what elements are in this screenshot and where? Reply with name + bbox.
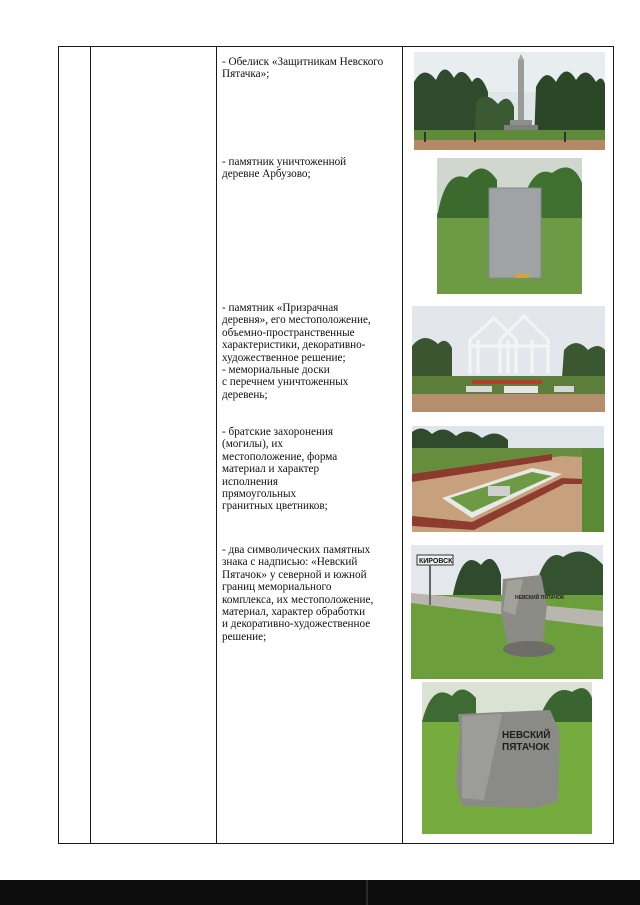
table-left-border (58, 46, 59, 844)
ghost-village-photo (412, 306, 605, 412)
column-divider-2 (216, 46, 217, 844)
item-text-obelisk: - Обелиск «Защитникам Невского Пятачка»; (222, 56, 384, 81)
item-text-mass-graves: - братские захоронения (могилы), их местоположение, форма материал и характер исполнения прямоугольных гранитных цветников; (222, 426, 338, 513)
memorial-sign-south-photo (422, 682, 592, 834)
table-top-border (58, 46, 614, 47)
scan-band-seam (366, 880, 368, 905)
stone-label-line2: ПЯТАЧОК (502, 742, 550, 753)
table-right-border (613, 46, 614, 844)
stone-label-line1: НЕВСКИЙ (502, 730, 551, 741)
item-text-arbuzovo: - памятник уничтоженной деревне Арбузово; (222, 156, 347, 181)
stone-label-small: НЕВСКИЙ ПЯТАЧОК (515, 595, 565, 601)
column-divider-1 (90, 46, 91, 844)
item-text-memorial-signs: - два символических памятных знака с надписью: «Невский Пятачок» у северной и южной границ мемориального комплекса, их местоположение, материал, характер обработки и декоративно-художественное решение; (222, 544, 374, 643)
scan-bottom-band (0, 880, 640, 905)
road-sign-label: КИРОВСК (419, 558, 453, 565)
column-divider-3 (402, 46, 403, 844)
memorial-sign-north-photo (411, 545, 603, 679)
item-text-ghost-village: - памятник «Призрачная деревня», его местоположение, объемно-пространственные характеристики, декоративно- художественное решение; - мемориальные доски с перечнем уничтоженных деревень; (222, 302, 371, 401)
table-bottom-border (58, 843, 614, 844)
arbuzovo-memorial-photo (437, 158, 582, 294)
mass-graves-photo (412, 426, 604, 532)
obelisk-photo (414, 52, 605, 150)
